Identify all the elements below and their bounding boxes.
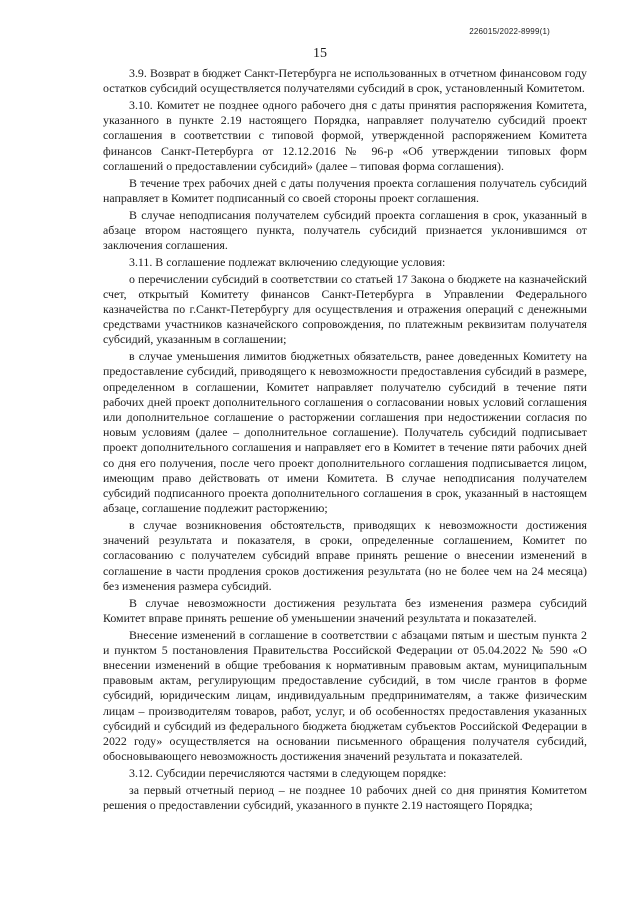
page-number: 15 <box>313 46 327 61</box>
paragraph: В случае невозможности достижения результата без изменения размера субсидий Комитет вправе принять решение об уменьшении значений результата и показателей. <box>103 595 587 625</box>
paragraph: В случае неподписания получателем субсидий проекта соглашения в срок, указанный в абзаце втором настоящего пункта, получатель субсидий признается уклонившимся от заключения соглашения. <box>103 207 587 253</box>
paragraph: о перечислении субсидий в соответствии со статьей 17 Закона о бюджете на казначейский счет, открытый Комитету финансов Санкт-Петербурга в Управлении Федерального казначейства по г.Санкт-Петербургу для осуществления и отражения операций с денежными средствами участников казначейского сопровождения, по платежным реквизитам получателя субсидий, указанным в соглашении; <box>103 271 587 347</box>
document-body <box>103 66 587 815</box>
paragraph: 3.10. Комитет не позднее одного рабочего дня с даты принятия распоряжения Комитета, указанного в пункте 2.19 настоящего Порядка, направляет получателю субсидий проект соглашения в соответствии с типовой формой, утвержденной распоряжением Комитета финансов Санкт-Петербурга от 12.12.2016 № 96-р «Об утверждении типовых форм соглашений о предоставлении субсидий» (далее – типовая форма соглашения). <box>103 98 587 173</box>
paragraph: 3.12. Субсидии перечисляются частями в следующем порядке: <box>129 766 447 781</box>
paragraph: в случае уменьшения лимитов бюджетных обязательств, ранее доведенных Комитету на предоставление субсидий, приводящего к невозможности предоставления субсидий в размере, определенном в соглашении, Комитет направляет получателю субсидий в течение пяти рабочих дней проект дополнительного соглашения о согласовании новых условий соглашения или дополнительное соглашение о расторжении соглашения при недостижении согласия по новым условиям (далее – дополнительное соглашение). Получатель субсидий подписывает проект дополнительного соглашения и направляет его в Комитет в течение пяти рабочих дней со дня его получения, после чего проект дополнительного соглашения подписывается лицом, имеющим право действовать от имени Комитета. В случае неподписания получателем субсидий подписанного проекта дополнительного соглашения в срок, указанный в настоящем абзаце, соглашение подлежит расторжению; <box>103 349 587 516</box>
paragraph: Внесение изменений в соглашение в соответствии с абзацами пятым и шестым пункта 2 и пунктом 5 постановления Правительства Российской Федерации от 05.04.2022 № 590 «О внесении изменений в общие требования к нормативным правовым актам, муниципальным правовым актам, регулирующим предоставление субсидий, в том числе грантов в форме субсидий, юридическим лицам, индивидуальным предпринимателям, а также физическим лицам – производителям товаров, работ, услуг, и об особенностях предоставления указанных субсидий и субсидий из федерального бюджета бюджетам субъектов Российской Федерации в 2022 году» осуществляется на основании письменного обращения получателя субсидий, обосновывающего невозможность достижения значений результата и показателей. <box>103 627 587 764</box>
paragraph: В течение трех рабочих дней с даты получения проекта соглашения получатель субсидий направляет в Комитет подписанный со своей стороны проект соглашения. <box>103 175 587 205</box>
paragraph: за первый отчетный период – не позднее 10 рабочих дней со дня принятия Комитетом решения о предоставлении субсидий, указанного в пункте 2.19 настоящего Порядка; <box>103 782 587 813</box>
paragraph: 3.11. В соглашение подлежат включению следующие условия: <box>129 254 446 269</box>
paragraph: 3.9. Возврат в бюджет Санкт-Петербурга не использованных в отчетном финансовом году остатков субсидий осуществляется получателями субсидий в срок, установленный Комитетом. <box>103 66 587 96</box>
document-id: 226015/2022-8999(1) <box>469 27 550 36</box>
paragraph: в случае возникновения обстоятельств, приводящих к невозможности достижения значений результата и показателя, в сроки, определенные соглашением, Комитет по согласованию с получателем субсидий вправе принять решение о внесении изменений в соглашение в части продления сроков достижения результата (но не более чем на 24 месяца) без изменения размера субсидий. <box>103 518 587 593</box>
